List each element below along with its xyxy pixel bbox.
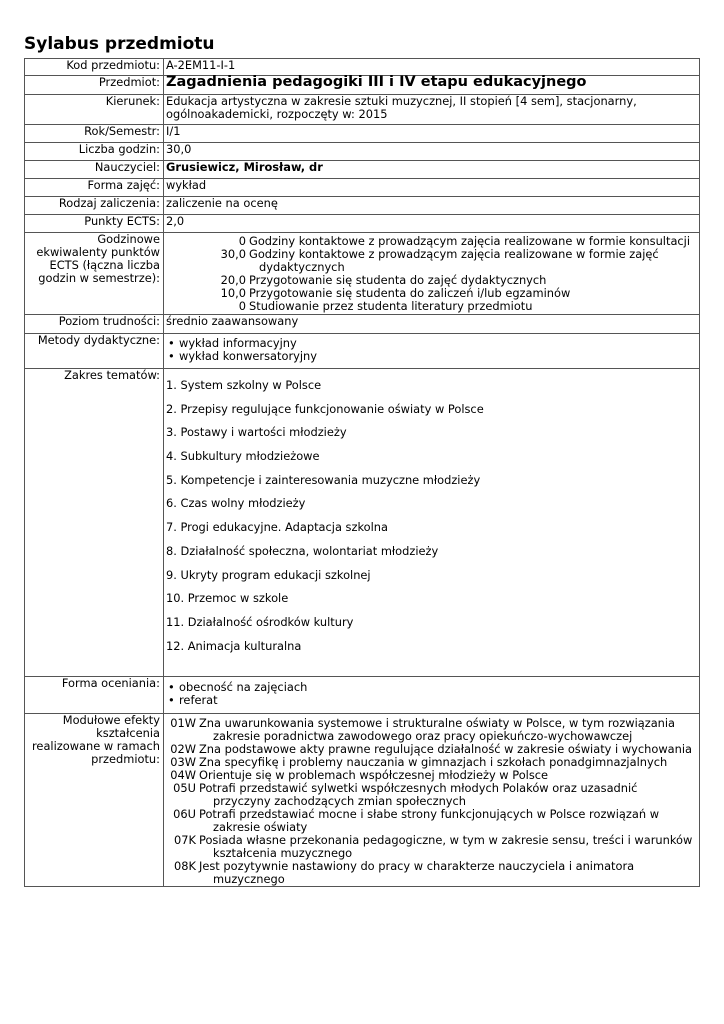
label-efekty: Modułowe efekty kształcenia realizowane w ramach przedmiotu: — [25, 714, 164, 887]
value-kod: A-2EM11-I-1 — [164, 59, 700, 76]
row-ects — [25, 215, 700, 233]
topic-item: 1. System szkolny w Polsce — [166, 378, 322, 392]
label-ekwiwalenty: Godzinowe ekwiwalenty punktów ECTS (łączna liczba godzin w semestrze): — [25, 233, 164, 315]
label-kierunek: Kierunek: — [25, 95, 164, 125]
label-metody: Metody dydaktyczne: — [25, 334, 164, 369]
label-kod: Kod przedmiotu: — [25, 59, 164, 76]
label-godziny: Liczba godzin: — [25, 143, 164, 161]
hours-item: 0 Godziny kontaktowe z prowadzącym zajęcia realizowane w formie konsultacji — [238, 234, 691, 248]
page-title: Sylabus przedmiotu — [24, 34, 215, 54]
hours-item: 20,0 Przygotowanie się studenta do zajęć dydaktycznych — [220, 273, 547, 287]
effect-item: 01W Zna uwarunkowania systemowe i strukturalne oświaty w Polsce, w tym rozwiązania zakresie poradnictwa zawodowego oraz pracy opiekuńczo-wychowawczej — [170, 716, 676, 744]
row-zaliczenie — [25, 197, 700, 215]
value-efekty — [164, 714, 700, 887]
label-ects: Punkty ECTS: — [25, 215, 164, 233]
topic-item: 9. Ukryty program edukacji szkolnej — [166, 567, 371, 582]
hours-item: 10,0 Przygotowanie się studenta do zaliczeń i/lub egzaminów — [220, 286, 571, 300]
hours-item: 30,0 Godziny kontaktowe z prowadzącym zajęcia realizowane w formie zajęć dydaktycznych — [220, 247, 659, 274]
list-item: • wykład informacyjny — [166, 337, 697, 350]
effect-item: 07K Posiada własne przekonania pedagogiczne, w tym w zakresie sensu, treści i warunków kształcenia muzycznego — [174, 833, 693, 861]
effect-item: 03W Zna specyfikę i problemy nauczania w gimnazjach i szkołach ponadgimnazjalnych — [170, 755, 668, 770]
label-zaliczenie: Rodzaj zaliczenia: — [25, 197, 164, 215]
label-tematy: Zakres tematów: — [25, 369, 164, 677]
row-ocenianie — [25, 677, 700, 714]
value-przedmiot: Zagadnienia pedagogiki III i IV etapu edukacyjnego — [164, 76, 700, 95]
list-item: • obecność na zajęciach — [166, 681, 697, 694]
hours-item: 0 Studiowanie przez studenta literatury przedmiotu — [238, 299, 533, 313]
value-ects: 2,0 — [164, 215, 700, 233]
topic-item: 10. Przemoc w szkole — [166, 591, 289, 606]
value-metody — [164, 334, 700, 369]
value-godziny: 30,0 — [164, 143, 700, 161]
row-kierunek — [25, 95, 700, 125]
list-item: • wykład konwersatoryjny — [166, 350, 697, 363]
value-ekwiwalenty — [164, 233, 700, 315]
value-zaliczenie: zaliczenie na ocenę — [164, 197, 700, 215]
row-poziom — [25, 315, 700, 334]
value-tematy — [164, 369, 700, 677]
value-rok: I/1 — [164, 125, 700, 143]
list-item: • referat — [166, 694, 697, 707]
topic-item: 5. Kompetencje i zainteresowania muzyczne młodzieży — [166, 472, 481, 487]
row-ekwiwalenty — [25, 233, 700, 315]
topic-item: 7. Progi edukacyjne. Adaptacja szkolna — [166, 520, 388, 535]
topic-item: 3. Postawy i wartości młodzieży — [166, 425, 347, 440]
effect-item: 05U Potrafi przedstawić sylwetki współczesnych młodych Polaków oraz uzasadnić przyczyny zachodzących zmian społecznych — [173, 781, 638, 809]
label-nauczyciel: Nauczyciel: — [25, 161, 164, 179]
row-kod — [25, 59, 700, 76]
row-metody — [25, 334, 700, 369]
label-forma: Forma zajęć: — [25, 179, 164, 197]
row-godziny — [25, 143, 700, 161]
label-przedmiot: Przedmiot: — [25, 76, 164, 95]
label-poziom: Poziom trudności: — [25, 315, 164, 334]
row-tematy — [25, 369, 700, 677]
value-forma: wykład — [164, 179, 700, 197]
value-ocenianie — [164, 677, 700, 714]
row-efekty — [25, 714, 700, 887]
row-rok — [25, 125, 700, 143]
value-poziom: średnio zaawansowany — [164, 315, 700, 334]
label-ocenianie: Forma oceniania: — [25, 677, 164, 714]
syllabus-table — [24, 58, 700, 887]
row-forma — [25, 179, 700, 197]
effect-item: 08K Jest pozytywnie nastawiony do pracy w charakterze nauczyciela i animatora muzycznego — [174, 859, 635, 887]
topic-item: 12. Animacja kulturalna — [166, 638, 302, 653]
topic-item: 4. Subkultury młodzieżowe — [166, 449, 320, 464]
value-nauczyciel: Grusiewicz, Mirosław, dr — [164, 161, 700, 179]
effect-item: 02W Zna podstawowe akty prawne regulujące działalność w zakresie oświaty i wychowania — [170, 742, 692, 757]
value-kierunek: Edukacja artystyczna w zakresie sztuki muzycznej, II stopień [4 sem], stacjonarny, ogólnoakademicki, rozpoczęty w: 2015 — [164, 95, 700, 125]
label-rok: Rok/Semestr: — [25, 125, 164, 143]
row-przedmiot — [25, 76, 700, 95]
effect-item: 04W Orientuje się w problemach współczesnej młodzieży w Polsce — [170, 768, 549, 783]
topic-item: 11. Działalność ośrodków kultury — [166, 614, 354, 629]
topic-item: 8. Działalność społeczna, wolontariat młodzieży — [166, 543, 439, 558]
effect-item: 06U Potrafi przedstawiać mocne i słabe strony funkcjonujących w Polsce rozwiązań w zakresie oświaty — [173, 807, 660, 835]
topic-item: 6. Czas wolny młodzieży — [166, 496, 306, 511]
row-nauczyciel — [25, 161, 700, 179]
topic-item: 2. Przepisy regulujące funkcjonowanie oświaty w Polsce — [166, 401, 484, 416]
